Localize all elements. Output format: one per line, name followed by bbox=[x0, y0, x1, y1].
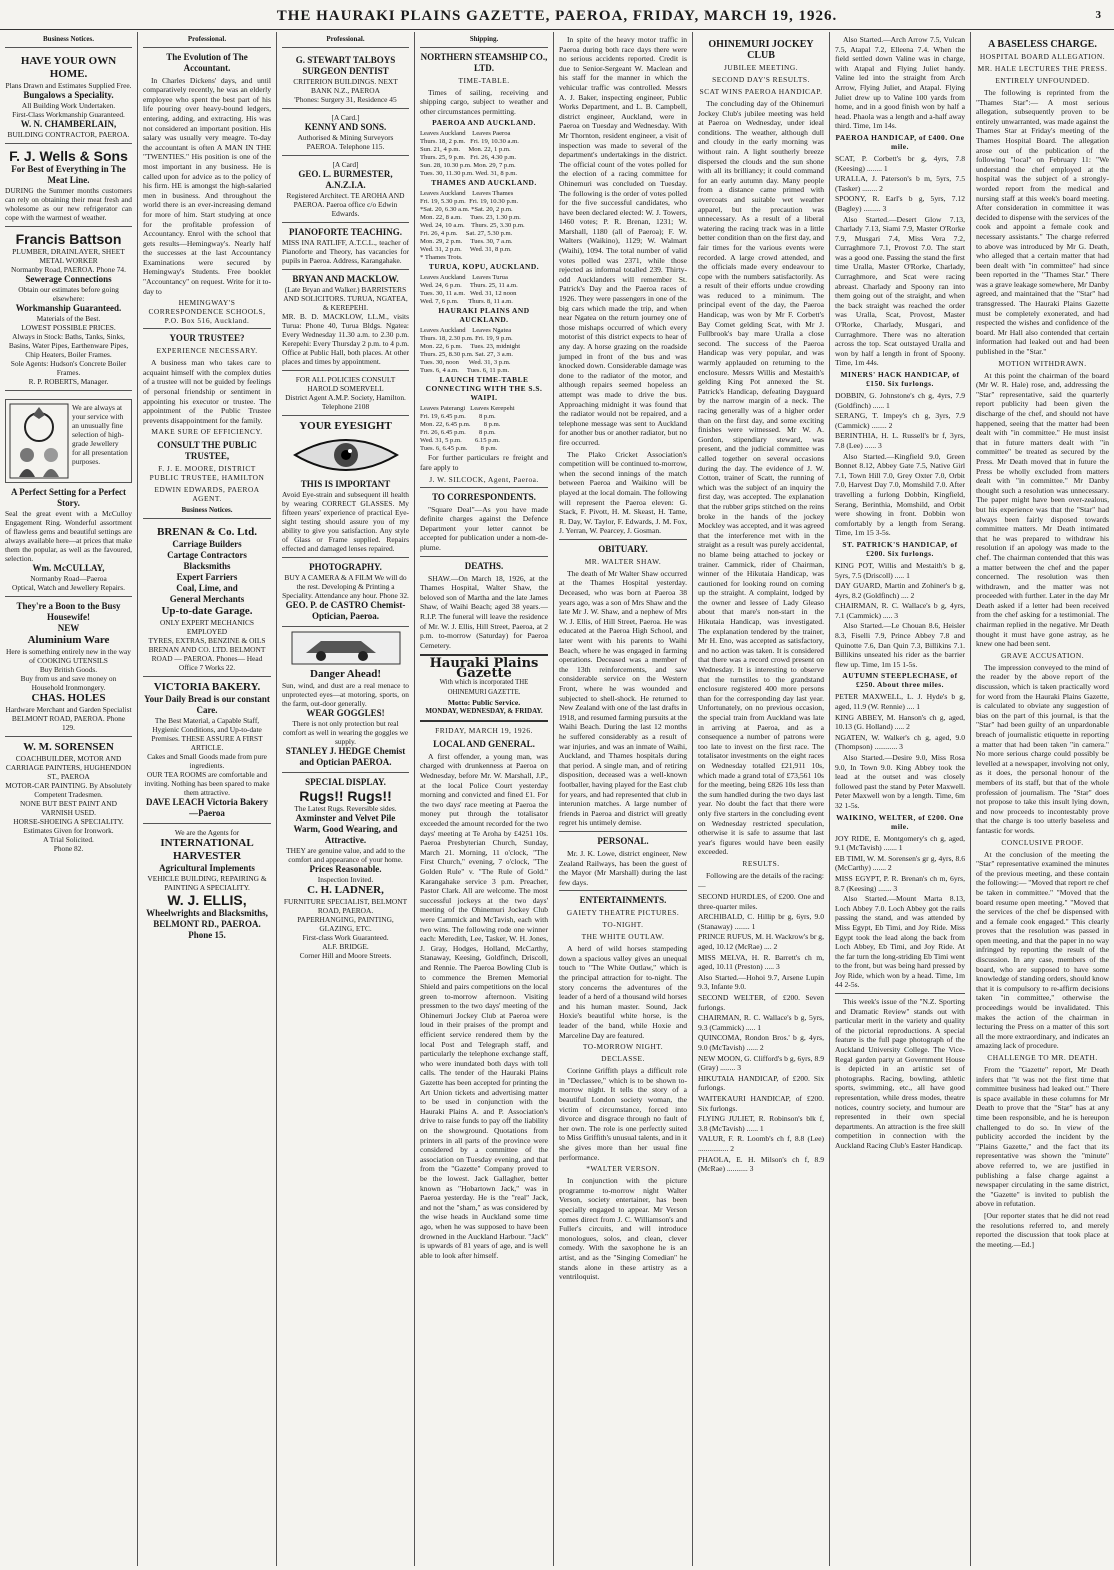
home-line: Bungalows a Speciality. bbox=[23, 89, 114, 100]
personal-body: Mr. J. K. Lowe, district engineer, New Zealand Railways, has been the guest of the Mayor (Mr Marshall) during the last few days. bbox=[559, 848, 687, 887]
buy-iron: Buy from us and save money on Household Ironmongery. bbox=[20, 673, 117, 692]
ring-body: Seal the great event with a McCulloy Engagement Ring. Wonderful assortment of flawless gems and beautiful settings are always available here—at prices that make them the popular, as well as the favoured, selection. bbox=[5, 508, 132, 563]
ellis-name: W. J. ELLIS, bbox=[167, 892, 247, 908]
home-line: All Building Work Undertaken. bbox=[21, 100, 116, 110]
horseshoe: HORSE-SHOEING A SPECIALITY. bbox=[13, 816, 124, 826]
declassee-body: Corinne Griffith plays a difficult role in "Declassee," which is to be shown to-morrow night. It tells the story of a beautiful London society woman, the victim of circumstance, forced into divorce and disgrace through no fault of her own. The role is one perfectly suited to Miss Griffith's unusual talents, and in it she gives more than her usual fine performance. bbox=[559, 1066, 687, 1162]
paper: PAPERHANGING, PAINTING, GLAZING, ETC. bbox=[297, 914, 394, 933]
bakery-body: The Best Material, a Capable Staff, Hygienic Conditions, and Up-to-date Premises. THESE ASSURE A FIRST ARTICLE. bbox=[151, 716, 263, 752]
ring-title: A Perfect Setting for a Perfect Story. bbox=[10, 486, 127, 508]
route-row: Leaves Auckland Leaves Paeroa bbox=[420, 130, 511, 138]
brenan-name: BRENAN & Co. Ltd. bbox=[157, 526, 257, 538]
route-row: Wed. 7, 6 p.m. Thurs. 8, 11 a.m. bbox=[420, 298, 513, 306]
race-list bbox=[835, 133, 965, 990]
section-label: Business Notices. bbox=[5, 35, 132, 48]
bridge-sub: Corner Hill and Moore Streets. bbox=[299, 950, 392, 960]
ellis-addr: BELMONT RD., PAEROA. Phone 15. bbox=[153, 919, 261, 940]
column-business-notices bbox=[0, 32, 138, 1566]
outlaw: THE WHITE OUTLAW. bbox=[581, 932, 665, 942]
shipping-note: For further particulars re freight and fare apply to bbox=[420, 453, 548, 472]
jockey-title: OHINEMURI JOCKEY CLUB bbox=[708, 39, 814, 61]
holes-addr: BELMONT ROAD, PAEROA. Phone 129. bbox=[11, 713, 126, 732]
route-row: Fri. 26, 6.45 p.m. 8 p.m. bbox=[420, 429, 496, 437]
steamship: NORTHERN STEAMSHIP CO., LTD. bbox=[420, 51, 548, 73]
policies-ad bbox=[282, 371, 409, 416]
route-row: Sun. 21, 4 p.m. Mon. 22, 1 p.m. bbox=[420, 146, 511, 154]
race-body: Also Started.—Le Chouan 8.6, Heisler 8.3, Fiselli 7.9, Prince Abbey 7.8 and Quinotte 7.6, Dan Quin 7.3, Billikins 7.1. Billikins unseated his rider as the barrier flew up. Time, 1m 15 1-5s. bbox=[835, 621, 965, 669]
piano-body: MISS INA RATLIFF, A.T.C.L., teacher of Pianoforte and Theory, has vacancies for pupils in Paeroa. Address, Karangahake. bbox=[282, 237, 409, 265]
wells-name: F. J. Wells & Sons bbox=[9, 147, 128, 164]
cakes: Cakes and Small Goods made from pure ingredients. bbox=[147, 752, 267, 770]
eye-body: Avoid Eye-strain and subsequent ill health by wearing CORRECT GLASSES. My fifteen years' experience of practical Eye-sight testing should assure you of my ability to give you satisfaction. Any style of Glass or Frame supplied. Repairs effected and damaged lenses repaired. bbox=[282, 490, 409, 554]
harvester-sub: Agricultural Implements bbox=[159, 863, 255, 873]
route-row: Leaves Paterangi Leaves Kerepehi bbox=[420, 405, 515, 413]
race-body: Also Started.—Desire 9.0, Miss Rosa 9.0, In Town 9.0. King Abbey took the lead at the outset and was closely followed past the stand by Peter Maxwell. Peter Maxwell won by a length. Time, 6m 32 1-5s. bbox=[835, 753, 965, 810]
newspaper-columns bbox=[0, 32, 1114, 1566]
axminster: Axminster and Velvet Pile Warm, Good Wearing, and Attractive. bbox=[293, 812, 398, 845]
race-body: Also Started.—Mount Marta 8.13, Loch Abbey 7.0. Loch Abbey got the rails passing the stand, and was attended by Miss Egypt, Eb Timi, and Joy Ride. Miss Egypt took the lead along the back from Loch Abbey, Eb Timi, and Joy Ride. At the far turn the long-striding Eb Timi went to the front, but was being hard pressed by Joy Ride, which won by a head. Time, 1m 44 2-5s. bbox=[835, 894, 965, 990]
jockey-sub2: SECOND DAY'S RESULTS. bbox=[712, 75, 810, 84]
holes-sub: Hardware Merchant and Garden Specialist bbox=[5, 704, 132, 714]
placing-line: NGATEN, W. Walker's ch g, aged, 9.0 (Thompson) ............ 3 bbox=[835, 732, 965, 752]
holes-ad bbox=[5, 597, 132, 737]
route-row: Fri. 19, 6.45 p.m. 8 p.m. bbox=[420, 413, 496, 421]
section-label: Business Notices. bbox=[143, 506, 271, 519]
placing-line: DOBBIN, G. Johnstone's ch g, 4yrs, 7.9 (Goldfinch) ...... 1 bbox=[835, 391, 965, 410]
section-label: Professional. bbox=[282, 35, 409, 48]
result-line: WAITEKAURI HANDICAP, of £200. Six furlongs. bbox=[698, 1093, 824, 1113]
rugs: Rugs!! Rugs!! bbox=[299, 787, 392, 804]
result-line: HIKUTAIA HANDICAP, of £200. Six furlongs. bbox=[698, 1073, 824, 1093]
rugs-body: THEY are genuine value, and add to the comfort and appearance of your home. bbox=[286, 845, 405, 864]
evolution-title: The Evolution of The Accountant. bbox=[166, 51, 248, 73]
sewerage-title: Sewerage Connections bbox=[25, 273, 112, 284]
boon: They're a Boon to the Busy Housewife! bbox=[16, 600, 121, 622]
results-intro: Following are the details of the racing:— bbox=[698, 870, 824, 890]
section-label: Shipping. bbox=[420, 35, 548, 48]
ellis-ad bbox=[143, 824, 271, 945]
column-race-results bbox=[830, 32, 971, 1566]
battson-ad bbox=[5, 227, 132, 391]
result-line: PHAOLA, E. H. Milson's ch f, 8.9 (McRae) ........... 3 bbox=[698, 1154, 824, 1174]
placing-line: URALLA, J. Paterson's b m, 5yrs, 7.5 (Tasker) ........ 2 bbox=[835, 174, 965, 193]
home-line: Plans Drawn and Estimates Supplied Free. bbox=[5, 80, 132, 90]
harvester: INTERNATIONAL HARVESTER bbox=[160, 837, 254, 862]
route-row: Mon. 22, 6.45 p.m. 8 p.m. bbox=[420, 421, 501, 429]
placing-line: SERANG, T. Impey's ch g, 3yrs, 7.9 (Cammick) ........ 2 bbox=[835, 411, 965, 430]
route-row: Wed. 24, 10 a.m. Thurs. 25, 3.30 p.m. bbox=[420, 222, 525, 230]
route-row: Wed. 31, 5 p.m. 6.15 p.m. bbox=[420, 437, 500, 445]
editor-note: [Our reporter states that he did not read the resolutions referred to, and merely reported the discussion that took place at the meeting.—Ed.] bbox=[976, 1210, 1109, 1249]
silcock: J. W. SILCOCK, Agent, Paeroa. bbox=[429, 474, 539, 484]
sorensen-name: W. M. SORENSEN bbox=[23, 740, 114, 753]
entertainments-title: ENTERTAINMENTS. bbox=[579, 895, 667, 906]
race-title: ST. PATRICK'S HANDICAP, of £200. Six furlongs. bbox=[842, 539, 958, 558]
holes-name: CHAS. HOLES bbox=[31, 691, 106, 704]
british: Buy British Goods. bbox=[39, 664, 98, 674]
race-title: PAEROA HANDICAP, of £400. One mile. bbox=[835, 132, 965, 151]
materials: Materials of the Best. bbox=[36, 313, 101, 323]
deaths: DEATHS. bbox=[464, 560, 504, 571]
engagement-ring-illustration bbox=[9, 403, 69, 479]
route-row: Fri. 19, 5.30 p.m. Fri. 19, 10.30 p.m. bbox=[420, 198, 519, 206]
danger-ad bbox=[282, 627, 409, 773]
reasonable: Prices Reasonable. bbox=[309, 863, 382, 874]
cricket-body: The Plako Cricket Association's competition will be continued to-morrow, when the second innings of the match between Paeroa and Waikino will be played at the local domain. The following will represent the Paeroa eleven: G. Stack, F. Pivott, H. M. Skeast, H. Tame, R. Day, W. Taylor, F. Edwards, J. M. Fox, J. Yerran, W. Pearcey, J. Gosman. bbox=[559, 449, 687, 536]
route-row: Thurs. 25, 9 p.m. Fri. 26, 4.30 p.m. bbox=[420, 154, 516, 162]
prices: LOWEST POSSIBLE PRICES. bbox=[21, 322, 116, 332]
mechanics: ONLY EXPERT MECHANICS EMPLOYED bbox=[159, 618, 255, 636]
ladner-sub: FURNITURE SPECIALIST, BELMONT ROAD, PAEROA. bbox=[283, 896, 408, 915]
hedge: STANLEY J. HEDGE Chemist and Optician PAEROA. bbox=[285, 745, 406, 767]
route-row: Mon. 29, 2 p.m. Tues. 30, 7 a.m. bbox=[420, 238, 513, 246]
bread: Your Daily Bread is our constant Care. bbox=[144, 694, 270, 715]
route-row: Tues. 30, 11 a.m. Wed. 31, 12 noon bbox=[420, 290, 517, 298]
column-news bbox=[554, 32, 693, 1566]
sewerage-sub: Obtain our estimates before going elsewhere: bbox=[18, 284, 119, 303]
race-body: Also Started.—Desert Glow 7.13, Charlady 7.13, Siami 7.9, Master O'Rorke 7.9, Musgari 7.4, Miss Vera 7.2, Curraghmore 7.1, Provost 7.0. The start was a good one. Passing the stand the first time Uralla, Master O'Rorke, Charlady, Curraghmore, and Scat were racing abreast. Charlady and Spoony ran into them going out of the straight, and when the back straight was reached the order was Uralla, Scat, Provost, Master O'Rorke, Charlady, Musgari, and Curraghmore. There was no alteration across the top. Scat outstayed Uralla and won by half a length in front of Spoony. Time, 1m 44s. bbox=[835, 214, 965, 368]
talboys-phone: 'Phones: Surgery 31, Residence 45 bbox=[294, 94, 397, 104]
goggles-body: There is not only protection but real comfort as well in wearing the goggles we supply. bbox=[282, 718, 409, 746]
placing-line: JOY RIDE, E. Montgomery's ch g, aged, 9.1 (McTavish) ....... 1 bbox=[835, 833, 965, 853]
efficiency: MAKE SURE OF EFFICIENCY. bbox=[151, 427, 263, 437]
trial: A Trial Solicited. bbox=[43, 834, 94, 844]
aluminium-title: Aluminium Ware bbox=[27, 633, 110, 646]
phone: Phone 82. bbox=[53, 843, 84, 853]
home-line: First-Class Workmanship Guaranteed. bbox=[12, 109, 125, 119]
theatre: GAIETY THEATRE PICTURES. bbox=[566, 908, 680, 918]
kenny-ad bbox=[282, 109, 409, 156]
bakery-ad bbox=[143, 677, 271, 824]
danger-title: Danger Ahead! bbox=[310, 667, 381, 680]
race-results bbox=[698, 892, 824, 1174]
ladner-ad bbox=[282, 773, 409, 964]
inspection: Inspection Invited. bbox=[317, 874, 374, 884]
bridge: ALF. BRIDGE. bbox=[322, 941, 369, 951]
placing-line: CHAIRMAN, R. C. Wallace's b g, 4yrs, 7.1 (Cammick) ..... 3 bbox=[835, 601, 965, 620]
placing-line: EB TIMI, W. M. Sorensen's gr g, 4yrs, 8.6 (McCarthy) ....... 2 bbox=[835, 853, 965, 873]
deaths-body: SHAW.—On March 18, 1926, at the Thames Hospital, Walter Shaw, the beloved son of Martha and the late James Shaw, of Waihi Beach; aged 38 years.—R.I.P. The funeral will leave the residence of Mr. W. J. Ellis, Hill Street, Paeroa, at 2 p.m. to-morrow (Saturday) for Paeroa Cemetery. bbox=[420, 573, 548, 650]
burmester: GEO. L. BURMESTER, A.N.Z.I.A. bbox=[298, 168, 393, 190]
route-row: *Sat. 20, 6.30 a.m. *Sat. 20, 2 p.m. bbox=[420, 206, 513, 214]
result-line: PRINCE RUFUS, M. H. Wackrow's br g, aged, 10.12 (McRae) .... 2 bbox=[698, 932, 824, 952]
goggles: WEAR GOGGLES! bbox=[306, 707, 385, 718]
tyres: TYRES, EXTRAS, BENZINE & OILS bbox=[148, 636, 266, 645]
route-row: Tues. 6, 6.45 p.m. 8 p.m. bbox=[420, 445, 498, 453]
route-row: Wed. 24, 6 p.m. Thurs. 25, 11 a.m. bbox=[420, 282, 518, 290]
route-row: Tues. 30, 11.30 p.m. Wed. 31, 8 p.m. bbox=[420, 170, 518, 178]
aluminium-body: Here is something entirely new in the way of COOKING UTENSILS bbox=[6, 646, 131, 665]
brenan-line: Blacksmiths bbox=[183, 561, 231, 571]
wells-sub: For Best of Everything in The Meat Line. bbox=[11, 163, 126, 185]
result-line: SECOND HURDLES, of £200. One and three-quarter miles. bbox=[698, 892, 824, 911]
outlaw-body: A herd of wild horses stampeding down a spacious valley gives an unequal touch to "The White Outlaw," which is the principal attraction for to-night. The story concerns the adventures of the leader of a herd of a thousand wild horses and his human master. Sound, Jack Hoxie's beautiful white horse, is the leader of the band, while Hoxie and Marceline Day are featured. bbox=[559, 944, 687, 1040]
charge-body5: From the "Gazette" report, Mr Death infers that "it was not the first time that committee business had leaked out." There is space available in these columns for Mr Death to prove that the "Star" has at any time been responsible, and he is hereupon challenged to do so. In view of the publicity accorded the incident by the "Plains Gazette," and the fact that its representative was shown the "minute" above referred to, we are justified in publishing a false charge against a newspaper circulating in the same district, the "Gazette" is invited to publish the above in refutation. bbox=[976, 1065, 1109, 1209]
placing-line: KING ABBEY, M. Hanson's ch g, aged, 10.13 (G. Holland) ..... 2 bbox=[835, 712, 965, 732]
route-row: Mon. 22, 8 a.m. Tues. 23, 1.30 p.m. bbox=[420, 214, 521, 222]
consult: CONSULT THE PUBLIC TRUSTEE, bbox=[157, 440, 257, 462]
local-body: A first offender, a young man, was charged with drunkenness at Paeroa on Wednesday, before Mr. W. Marshall, J.P., at the local Police Court yesterday morning and convicted and fined £1. For the two days' race meeting at Paeroa the money put through the totalisator exceeded the amount recorded for the two days' meeting at Te Aroha by £4251 10s. Paeroa Presbyterian Church, Sunday, March 21. Morning, 11 o'clock, "The First Church," evening, 7 o'clock, "The Golden Rule" v. "The Rule of Gold." Karangahake service 3 p.m. Preacher, Pastor Clark. All are welcome. The most successful jockeys at the two days' meeting of the Ohinemuri Jockey Club were Cammick and McTavish, each with two wins. The following rode one winner each: Meredith, Lee, Tasker, W. H. Jones, J. Gray, Hodges, Holland, McCarthy, Stanaway, Keesing, Goldfinch, Driscoll, and Rennie. The Paeroa Bowling Club is to commence the Bremen Memorial Shield and pairs competitions on the local green to-morrow afternoon. Visiting pressmen to the two days' meeting of the Ohinemuri Jockey Club at Paeroa were loud in their praises of the prompt and efficient service rendered them by the local Post and Telegraph staff, and particularly the telephone exchange staff, who were inundated both days with toll calls. The tender of the Hauraki Plains Gazette has been accepted for printing the Art Union tickets and advertising matter to be used in conjunction with the Hauraki Plains A. and P. Association's drive to raise funds to pay off the liability on the showground. Quotations from printers in all parts of the province were considered by a committee of the association on Tuesday evening, and that from the "Gazette" Company proved to be the lowest. Jack Gallagher, better known as "Hobartown Jack," was in Paeroa yesterday. He is the "real" Jack, and not the "sham," as was considered by the wise heads in Auckland some time ago, when he was supposed to have been drowned in the Auckland Harbour. "Jack" is upwards of 81 years of age, and is well able to look after himself. bbox=[420, 751, 548, 1260]
mcculloy-name: Wm. McCULLAY, bbox=[32, 562, 105, 573]
policies: FOR ALL POLICIES CONSULT HAROLD SOMERVELL bbox=[295, 374, 396, 393]
route-row: Fri. 26, 4 p.m. Sat. 27, 5.30 p.m. bbox=[420, 230, 513, 238]
motor: MOTOR-CAR PAINTING. By Absolutely Competent Tradesmen. bbox=[5, 780, 132, 799]
route-row: Sun. 28, 10.30 p.m. Mon. 29, 7 p.m. bbox=[420, 162, 516, 170]
verson: *WALTER VERSON. bbox=[586, 1164, 660, 1174]
car-illustration bbox=[291, 631, 401, 665]
battson-sub: PLUMBER, DRAINLAYER, SHEET METAL WORKER bbox=[12, 246, 125, 265]
amp: District Agent A.M.P. Society, Hamilton. Telephone 2108 bbox=[285, 392, 406, 411]
important: THIS IS IMPORTANT bbox=[300, 479, 391, 490]
chamberlain-name: W. N. CHAMBERLAIN, bbox=[20, 118, 117, 129]
eye-icon bbox=[291, 433, 401, 477]
page-number: 3 bbox=[1095, 9, 1102, 21]
moore: F. J. E. MOORE, DISTRICT PUBLIC TRUSTEE, HAMILTON bbox=[149, 464, 265, 483]
declassee: DECLASSE. bbox=[601, 1054, 645, 1064]
route-row: Leaves Auckland Leaves Ngatea bbox=[420, 327, 512, 335]
firstclass: First-class Work Guaranteed. bbox=[302, 932, 389, 942]
intro-body: In spite of the heavy motor traffic in Paeroa during both race days there were no serious accidents reported. Credit is due to Senior-Sergeant W. Maclean and his staff for the manner in which the vehicular traffic was controlled. Messrs A. J. Baker, inspecting engineer, Public Works Department, and L. B. Campbell, district engineer, Auckland, were in Paeroa on Tuesday and Wednesday. With Mr Thornton, resident engineer, a visit of inspection was made to several of the department's undertakings in the district. The official count of the votes polled for the election of a racing committee for Ohinemuri was concluded on Tuesday. The following is the order of votes polled for the five successful candidates, who have been declared elected: W. J. Towers, 1460 votes; P. R. Brenan, 1231; W. Marshall, 1180 (all of Paeroa); F. W. Walters (Waikino), 1129; W. Walmart (Waihi), 1094. The total number of valid votes polled was 2371, while those rejected as informal totalled 239. Thirty-odd Aucklanders will remember St. Patrick's Day and the Paeroa races of 1926. They were passengers in one of the big cars which made the trip, and when near Ngatea on the return journey one of those mishaps occurred of which every motorist of this district expects to hear of any day. A horse grazing on the roadside jumped in front of the bus and was knocked down. Considerable damage was done to the radiator of the motor, and although repairs seemed hopeless an attempt was made to drive the bus. Approaching midnight it was found that the radiator would not be repaired, and a telephone message was sent to Auckland for another bus or another radiator, but no fire occurred. bbox=[559, 35, 687, 447]
macklow-sub: (Late Bryan and Walker.) BARRISTERS AND SOLICITORS. TURUA, NGATEA, & KEREPEHI. bbox=[283, 284, 408, 312]
route-title: PAEROA AND AUCKLAND. bbox=[432, 118, 536, 128]
macklow: BRYAN AND MACKLOW. bbox=[292, 273, 399, 284]
trustee-body: A business man who takes care to acquaint himself with the complex duties of a trustee will not be guided by feelings of personal friendship or sentiment in appointing his executor or trustee. The appointment of the Public Trustee prevents disappointment for the family. bbox=[143, 358, 271, 425]
sorensen-ad bbox=[5, 737, 132, 857]
route-title: HAURAKI PLAINS AND AUCKLAND. bbox=[438, 306, 530, 325]
result-line: Also Started.—Hohoi 9.7, Arsene Lupin 9.3, Infante 9.0. bbox=[698, 972, 824, 992]
kenny: KENNY AND SONS. bbox=[304, 121, 387, 132]
corr-body: "Square Deal"—As you have made definite charges against the Defence Department your letter cannot be accepted for publication under a nom-de-plume. bbox=[420, 504, 548, 552]
none-but: NONE BUT BEST PAINT AND VARNISH USED. bbox=[19, 798, 118, 817]
eyesight-title: YOUR EYESIGHT bbox=[299, 419, 392, 432]
route-row: Thurs. 25, 8.30 p.m. Sat. 27, 3 a.m. bbox=[420, 351, 514, 359]
battson-addr: Normanby Road, PAEROA. Phone 74. bbox=[11, 264, 126, 274]
kenny-card: [A Card.] bbox=[331, 112, 360, 122]
masthead bbox=[0, 0, 1114, 30]
days: MONDAY, WEDNESDAY, & FRIDAY. bbox=[425, 707, 543, 716]
stock: Always in Stock: Baths, Tanks, Sinks, Basins, Water Pipes, Earthenware Pipes, Chip Heaters, Boiler Frames. bbox=[8, 331, 129, 359]
burmester-sub: Registered Architect. TE AROHA AND PAEROA. Paeroa office c/o Edwin Edwards. bbox=[286, 190, 405, 218]
column-jockey-club bbox=[693, 32, 830, 1566]
masthead-title: THE HAURAKI PLAINS GAZETTE, PAEROA, FRIDAY, MARCH 19, 1926. bbox=[276, 8, 838, 24]
chamberlain-sub: BUILDING CONTRACTOR, PAEROA. bbox=[7, 129, 130, 139]
obituary-title: OBITUARY. bbox=[598, 543, 648, 554]
sorensen-sub: COACHBUILDER, MOTOR AND CARRIAGE PAINTERS, HUGHENDON ST., PAEROA bbox=[5, 753, 132, 781]
route-row: Mon. 22, 6 p.m. Tues. 23, midnight bbox=[420, 343, 521, 351]
flag-title: Hauraki Plains Gazette bbox=[429, 656, 539, 681]
result-line: FLYING JULIET, R. Robinson's blk f, 3.8 (McTavish) ...... 1 bbox=[698, 1114, 824, 1133]
result-line: ARCHIBALD, C. Hillip br g, 6yrs, 9.0 (Stanaway) ........ 1 bbox=[698, 912, 824, 931]
harvester-pre: We are the Agents for bbox=[174, 828, 240, 837]
mcculloy-sub2: Optical, Watch and Jewellery Repairs. bbox=[12, 582, 125, 592]
column-professional bbox=[138, 32, 277, 1566]
review-body: This week's issue of the "N.Z. Sporting and Dramatic Review" stands out with particular merit in the variety and quality of the pictorial reproductions. A special feature is the full page photograph of the Auckland University College. The Vice-Regal garden party at Government House is depicted in an artistic set of photographs. Racing, bowling, athletic sports, swimming, etc., all have good representation, while dress modes, theatre notices, country society, and humour are represented in their own special departments. An attraction is the free skill competition in connection with the Auckland Racing Club's Easter Handicap. bbox=[835, 997, 965, 1150]
brenan-ad bbox=[143, 522, 271, 677]
eyesight-ad bbox=[282, 416, 409, 559]
timetable: TIME-TABLE. bbox=[458, 75, 510, 85]
leach: DAVE LEACH Victoria Bakery—Paeroa bbox=[145, 797, 269, 818]
edwards: EDWIN EDWARDS, PAEROA AGENT. bbox=[154, 485, 260, 504]
garage: Up-to-date Garage. bbox=[161, 605, 253, 617]
trustee-title: YOUR TRUSTEE? bbox=[169, 333, 245, 344]
placing-line: SCAT, P. Corbett's br g, 4yrs, 7.8 (Keesing) ........ 1 bbox=[835, 153, 965, 173]
home-title: HAVE YOUR OWN HOME. bbox=[20, 54, 117, 80]
personal-title: PERSONAL. bbox=[597, 835, 649, 846]
brenan-addr: BRENAN AND CO. LTD. BELMONT ROAD — PAEROA. Phones— Head Office 7 Works 22. bbox=[148, 645, 266, 672]
mcculloy-sub: Normanby Road—Paeroa bbox=[30, 573, 107, 583]
result-line: SECOND WELTER, of £200. Seven furlongs. bbox=[698, 993, 824, 1012]
tomorrow: TO-MORROW NIGHT. bbox=[582, 1042, 664, 1052]
result-line: CHAIRMAN, R. C. Wallace's b g, 5yrs, 9.3 (Cammick) ..... 1 bbox=[698, 1013, 824, 1032]
route-row: Leaves Auckland Leaves Thames bbox=[420, 190, 514, 198]
jockey-sub3: SCAT WINS PAEROA HANDICAP. bbox=[699, 87, 823, 96]
agents: Sole Agents: Hudson's Concrete Boiler Frames. bbox=[10, 358, 127, 377]
jeweller-ad bbox=[5, 391, 132, 597]
race-title: MINERS' HACK HANDICAP, of £150. Six furlongs. bbox=[840, 370, 960, 388]
charge-body2: At this point the chairman of the board (Mr W. R. Hale) rose, and, addressing the "Star" representative, said the quarterly report publicity had been given the discharge of the chef, and should not have happened, seeing that the matter had been dealt with "in committee." He must insist that in future matters dealt with "in committee" be treated as secured by the Press. Mr Death moved that in future the Press be wholly excluded from matters dealt with "in committee." Mr Danby thought such a resolution was unnecessary. The paper might have been over-zealous, but his experience was that the "Star" had always been fairly disposed towards committee matters. Mr Death intimated that he was prepared to withdraw his resolution if an apology was made to the chef. The chairman contended that this was a matter between the chef and the paper concerned. The resolution was then withdrawn, and the matter was not proceeded with further. Later in the day Mr Death asked if a letter had been received from the chef asking for a testimonial. The chairman replied in the negative. Mr Death thought it must have gone astray, as he knew one had been sent. bbox=[976, 370, 1109, 649]
charge-sub1: HOSPITAL BOARD ALLEGATION. bbox=[979, 52, 1106, 61]
hemingway: HEMINGWAY'S CORRESPONDENCE SCHOOLS, P.O. Box 516, Auckland. bbox=[148, 298, 266, 326]
placing-line: BERINTHIA, H. L. Russell's br f, 3yrs, 7.8 (Lee) ...... 3 bbox=[835, 431, 965, 450]
local-title: LOCAL AND GENERAL. bbox=[433, 738, 535, 749]
ring-text: We are always at your service with an unusually fine selection of high-grade Jewellery for all presentation purposes. bbox=[72, 402, 128, 466]
shipping-routes bbox=[420, 118, 548, 453]
burmester-ad bbox=[282, 156, 409, 223]
result-line: NEW MOON, G. Clifford's b g, 6yrs, 8.9 (Gray) ........ 3 bbox=[698, 1053, 824, 1073]
conclusive: CONCLUSIVE PROOF. bbox=[1001, 837, 1084, 847]
aluminium-new: NEW bbox=[57, 622, 80, 633]
ellis-sub: Wheelwrights and Blacksmiths, bbox=[146, 908, 268, 918]
wells-ad bbox=[5, 144, 132, 227]
jockey-sub1: JUBILEE MEETING. bbox=[723, 63, 799, 72]
placing-line: DAY GUARD, Martin and Zohiner's b g, 4yrs, 8.2 (Goldfinch) .... 2 bbox=[835, 581, 965, 600]
kenny-sub: Authorised & Mining Surveyors PAEROA. Telephone 115. bbox=[297, 132, 394, 151]
route-row: * Thames Trots. bbox=[420, 254, 463, 262]
wells-body: DURING the Summer months customers can rely on obtaining their meat fresh and wholesome as our new refrigerator can cope with the warmest of weather. bbox=[5, 185, 132, 222]
manager: R. P. ROBERTS, Manager. bbox=[28, 376, 109, 386]
race-body: Also Started.—Kingfield 9.0, Green Bonnet 8.12, Abbey Gate 7.5, Native Girl 7.1, Town Hill 7.0, Grey Oxter 7.0, Orbit 7.0, Harvest Day 7.0, Momshild 7.0. After travelling a furlong Dobbin, Kingfield, Serang, Berinthia, Momshild, and Orbit were showing in front. Dobbin won comfortably by a length from Serang. Time, 1m 15 3-5s. bbox=[835, 451, 965, 538]
charge-body3: The impression conveyed to the mind of the reader by the above report of the discussion, which is taken practically word for word from the Hauraki Plains Gazette, is calculated to obviate any suggestion of bias on the part of this journal, is that the "Star" had been guilty of an unpardonable breach of journalistic etiquette in reporting a matter that had been taken "in camera." No more serious charge could possibly be levelled at a newspaper, involving not only, as it does, the personal honour of the members of its staff, but that of the whole profession of journalism. The "Star" does not propose to take this insult lying down, and now proceeds to incontestably prove that the charge is too utterly baseless and fantastic for words. bbox=[976, 662, 1109, 835]
brenan-line: Carriage Builders bbox=[172, 539, 242, 549]
home-ad bbox=[5, 51, 132, 144]
gazette-flag bbox=[420, 654, 548, 722]
route-row: Tues. 30, noon Wed. 31, 3 p.m. bbox=[420, 359, 511, 367]
correspondents: TO CORRESPONDENTS. bbox=[432, 491, 536, 502]
route-title: LAUNCH TIME-TABLE CONNECTING WITH THE S.S. WAIPI. bbox=[425, 375, 543, 403]
ring-box bbox=[5, 399, 132, 483]
route-row: Wed. 31, 2 p.m. Wed. 31, 8 p.m. bbox=[420, 246, 512, 254]
trustee-sub: EXPERIENCE NECESSARY. bbox=[156, 346, 258, 356]
issue-date: FRIDAY, MARCH 19, 1926. bbox=[435, 725, 533, 735]
placing-line: MISS EGYPT, P. R. Brenan's ch m, 6yrs, 8.7 (Keesing) ....... 3 bbox=[835, 873, 965, 893]
motion: MOTION WITHDRAWN. bbox=[998, 358, 1087, 368]
tonight: TO-NIGHT. bbox=[602, 920, 644, 930]
charge-title: A BASELESS CHARGE. bbox=[988, 39, 1097, 50]
obit-body: The death of Mr Walter Shaw occurred at the Thames Hospital yesterday. Deceased, who was born at Paeroa 38 years ago, was a son of Mrs Shaw and the late Mr J. W. Shaw, and a nephew of Mrs W. J. Ellis, of Hill Street, Paeroa. He was educated at the Paeroa High School, and later went with his parents to Waihi Beach, where he was engaged in farming operations. Deceased was a member of the 13th reinforcements, and saw considerable service on the Western Front, where he was wounded and subjected to shell-shock. He returned to New Zealand with one of the last drafts in 1918, and resumed farming pursuits at the Waihi Beach. During the last 12 months he suffered considerably as a result of war injuries, and was an inmate of Waihi, Auckland, and Thames hospitals during that period. A single man, and of retiring disposition, deceased was a well-known footballer, having played for the East club for years, and had represented that club in interunion matches. A large number of friends in Paeroa and district will greatly regret his untimely demise. bbox=[559, 568, 688, 828]
result-line: MISS MELVA, H. R. Barrett's ch m, aged, 10.11 (Preston) ..... 3 bbox=[698, 952, 824, 972]
battson-name: Francis Battson bbox=[15, 230, 122, 247]
rugs-sub: The Latest Rugs. Reversible sides. bbox=[294, 803, 397, 813]
piano-ad bbox=[282, 223, 409, 270]
ironwork: Estimates Given for Ironwork. bbox=[23, 825, 114, 835]
motto: Motto: Public Service. bbox=[447, 697, 521, 707]
section-label: Professional. bbox=[143, 35, 271, 48]
column-baseless-charge bbox=[971, 32, 1114, 1566]
evolution-body: In Charles Dickens' days, and until comparatively recently, he was an elderly employee who spent the best part of his life pouring over heavy-bound ledgers, entering, adding, and extracting. His was not considered an important position. His salary was usually very meagre. To-day the accountant is often A MAN IN THE "TWENTIES." His position is one of the most important in any business. He is called upon for advice as to the policy of his firm. HE is amongst the high-salaried men in business. And throughout the world there is an ever-increasing demand for more of him. Start studying at once for the profitable profession of Accountancy. Enrol with the school that gets results—Hemingway's. Nearly half the successes at the last Accountancy Examinations were secured by Hemingway's Students. Free booklet "Accountancy" on request. Write for it to-day to bbox=[143, 75, 271, 296]
talboys: G. STEWART TALBOYS SURGEON DENTIST bbox=[295, 54, 396, 76]
macklow-visits: MR. B. D. MACKLOW, LL.M., visits Turua: Phone 40, Turua Bldgs. Ngatea: Every Wednesday 11.30 a.m. to 2.30 p.m. Kerepehi: Every Thursday 2 p.m. to 4 p.m. Office at Public Hall, both places. At other places and times by appointment. bbox=[282, 311, 409, 366]
ladner: C. H. LADNER, bbox=[307, 883, 384, 896]
route-title: THAMES AND AUCKLAND. bbox=[431, 178, 537, 188]
results-head: RESULTS. bbox=[742, 858, 780, 868]
piano-title: PIANOFORTE TEACHING. bbox=[288, 226, 403, 237]
column-shipping bbox=[415, 32, 554, 1566]
brenan-line: Coal, Lime, and bbox=[176, 583, 238, 593]
charge-body1: The following is reprinted from the "Thames Star":— A most serious allegation, subsequently proven to be entirely unwarranted, was made against the Thames Star at Friday's meeting of the Thames Hospital Board. The allegation arose out of the publication of the following "local" on February 11: "We understand the chef employed at the hospital was the subject of a strongly-worded report from the medical and nursing staff at this week's board meeting. After consideration in committee it was decided to dispense with the services of the cook and appoint a female cook and necessary assistants." The charge referred to above was introduced by Mr G. Death, who alleged that a certain matter that had been dealt with "in committee" had since been reported in the "Thames Star." There was a grave leakage somewhere, Mr Danby agreed, and maintained that the "Star" had transgressed. The Hauraki Plains Gazette must be completely exonerated, and had respected the wishes and confidence of the board. Mr Hall also contended that certain information had leaked out and had been published in the "Star." bbox=[976, 88, 1109, 357]
charge-sub2: MR. HALE LECTURES THE PRESS. bbox=[977, 64, 1108, 73]
placing-line: KING POT, Willis and Mestaith's b g, 5yrs, 7.5 (Driscoll) ..... 1 bbox=[835, 560, 965, 580]
photo-body: BUY A CAMERA & A FILM We will do the rest. Developing & Printing a Speciality. Attendance any hour. Phone 32. bbox=[282, 573, 409, 601]
vehicle: VEHICLE BUILDING, REPAIRING & PAINTING A SPECIALITY. bbox=[147, 874, 267, 892]
route-row: Thurs. 18, 2.30 p.m. Fri. 19, 9 p.m. bbox=[420, 335, 513, 343]
placing-line: SPOONY, R. Earl's b g, 5yrs, 7.12 (Bagley) ......... 3 bbox=[835, 194, 965, 213]
route-row: Thurs. 18, 2 p.m. Fri. 19, 10.30 a.m. bbox=[420, 138, 519, 146]
brenan-line: General Merchants bbox=[169, 594, 245, 604]
talboys-ad bbox=[282, 51, 409, 109]
placing-line: PETER MAXWELL, L. J. Hyde's b g, aged, 11.9 (W. Rennie) .... 1 bbox=[835, 692, 965, 712]
route-row: Leaves Auckland Leaves Turua bbox=[420, 274, 508, 282]
race-title: WAIKINO, WELTER, of £200. One mile. bbox=[836, 812, 964, 831]
challenge: CHALLENGE TO MR. DEATH. bbox=[987, 1053, 1098, 1062]
macklow-ad bbox=[282, 270, 409, 371]
flag-sub: With which is incorporated THE OHINEMURI GAZETTE. bbox=[439, 679, 529, 697]
photo-title: PHOTOGRAPHY. bbox=[309, 562, 382, 573]
bakery-name: VICTORIA BAKERY. bbox=[153, 681, 261, 693]
column-professional-2 bbox=[277, 32, 415, 1566]
charge-sub3: ENTIRELY UNFOUNDED. bbox=[995, 76, 1090, 85]
burmester-card: [A Card] bbox=[332, 159, 359, 169]
danger-body: Sun, wind, and dust are a real menace to unprotected eyes—at motoring, sports, on the farm, out-door generally. bbox=[282, 680, 409, 708]
result-line: QUINCOMA, Rondon Bros.' b g, 4yrs, 9.0 (McTavish) ...... 2 bbox=[698, 1033, 824, 1052]
obit-name: MR. WALTER SHAW. bbox=[584, 556, 662, 566]
jockey-body: The concluding day of the Ohinemuri Jockey Club's jubilee meeting was held at Paeroa on Wednesday, under ideal conditions. The weather, although dull and cloudy in the early morning was without rain. A light southerly breeze dispersed the clouds and the sun shone with all its brilliancy; it could command for an early autumn day. Many people from a distance came primed with overcoats and suitable wet weather apparel, but the precaution was unnecessary. As a result of a liberal watering the racing track was in a little better condition than on the first day, and fair times for the various events were recorded. A large crowd attended, and the officials made every endeavour to cope with the numbers satisfactorily. As a result of their efforts undue crowding was reduced to a minimum. The principal event of the day, the Paeroa Handicap, was won by Mr F. Corbett's Bay Comet gelding Scat, with Mr J. Fullbrook's bay mare Uralla a close second. The success of the Paeroa Handicap was very popular, and was warmly applauded on returning to the enclosure. Messrs Willis and Mestaith's gelding King Pot annexed the St. Patrick's Handicap, defeating Dayguard by the narrow margin of a neck. The racing generally was of a higher order than on the first day, and some exciting finishes were witnessed. Mr W. A. Gordon, stipendiary steward, was present, and the judicial committee was called together on several occasions during the day. The evidence of J. W. Cotton, trainer of Scatt, the running of which was the subject of an inquiry the first day, was accepted. The explanation that the rubber grips stitched on the reins broke in the hands of the jockey Mockley was accepted, and it was agreed that the interference met with in the straight as a result was purely accidental, no blame being attached to jockey or trainer. Cammick, rider of Chairman, winner of the Hikutaia Handicap, was cautioned for looking round on coming up the straight. A complaint, lodged by the owner and lessee of Lady Gleaso about that mare's non-start in the Hikutaia Handicap, was investigated. The explanation tendered by the trainer, Mr H. Eno, was accepted as satisfactory, and no action was taken. It is considered that there was a record crowd present on Wednesday. It is interesting to observe that the turnstiles to the grandstand enclosure registered 400 more persons than for the corresponding day last year. Unfortunately, on no previous occasion, the special train from Auckland was late in arriving at Paeroa, and as a consequence a number of patrons were too late to invest on the first race. The totalisator investments on the eight races on Wednesday totalled £21,911 10s, which made a grand total of £73,561 10s for the meeting, being £826 10s less than the sum handled during the two days last year. No doubt the fact that there were only five starters in the concluding event on Wednesday restricted speculation, otherwise it is safe to assume that last year's figures would have been easily exceeded. bbox=[698, 99, 824, 857]
special: SPECIAL DISPLAY. bbox=[305, 776, 386, 787]
route-title: TURUA, KOPU, AUCKLAND. bbox=[428, 262, 540, 272]
criterion: CRITERION BUILDINGS. NEXT BANK N.Z., PAEROA bbox=[293, 76, 398, 95]
tea: OUR TEA ROOMS are comfortable and inviting. Nothing has been spared to make them attractive. bbox=[144, 770, 270, 797]
castro: GEO. P. de CASTRO Chemist-Optician, Paeroa. bbox=[285, 600, 406, 622]
brenan-line: Expert Farriers bbox=[176, 572, 238, 582]
verson-body: In conjunction with the picture programme to-morrow night Walter Verson, society entertainer, has been specially engaged to appear. Mr Verson comes direct from J. C. Williamson's and Fuller's circuits, and will introduce monologues, solos, and clean, clever comedy. With the saxophone he is an artist, and as the "Singing Comedian" he stands alone in these artistry as a ventriloquist. bbox=[559, 1176, 687, 1282]
results-intro-7: Also Started.—Arch Arrow 7.5, Vulcan 7.5, Atapal 7.2, Elleena 7.4. When the field settled down Valine was in charge, with Atapal and Flying Juliet handy. Valine led into the straight from Arch Arrow, Flying Juliet, and Atapal. Flying Juliet drew up to Valine 100 yards from home, and in a good finish won by half a head. Phaola was a length and a-half away third. Time, 1m 14s. bbox=[835, 35, 965, 131]
race-title: AUTUMN STEEPLECHASE, of £250. About three miles. bbox=[842, 671, 958, 690]
photo-ad bbox=[282, 558, 409, 627]
grave: GRAVE ACCUSATION. bbox=[1000, 650, 1085, 660]
timetable-note: Times of sailing, receiving and shipping cargo, subject to weather and other circumstances permitting. bbox=[420, 87, 548, 116]
brenan-line: Cartage Contractors bbox=[167, 550, 247, 560]
route-row: Tues. 6, 4 a.m. Tues. 6, 11 p.m. bbox=[420, 367, 510, 375]
charge-body4: At the conclusion of the meeting the "Star" representative examined the minutes of the previous meeting, and these contain the following:— "Moved that report re chef be taken in committee." "Moved that the board resume open meeting." "Moved that the services of the chef be dispensed with and a female cook engaged." This clearly proves that the resolution was passed in open meeting, and that the paper in no way infringed by reporting the result of the discussion. In any case, members of the board, who are supposed to have some knowledge of standing orders, should know that it is compulsory to re-affirm decisions taken "in committee," otherwise the proceedings would be invalidated. This makes the action of the chairman in lecturing the Press on a matter of this sort all the more extraordinary, and indicates an amazing lack of procedure. bbox=[976, 849, 1109, 1051]
workmanship: Workmanship Guaranteed. bbox=[15, 302, 122, 313]
result-line: VALUR, F. R. Loomb's ch f, 8.8 (Lee) ................ 2 bbox=[698, 1134, 824, 1153]
